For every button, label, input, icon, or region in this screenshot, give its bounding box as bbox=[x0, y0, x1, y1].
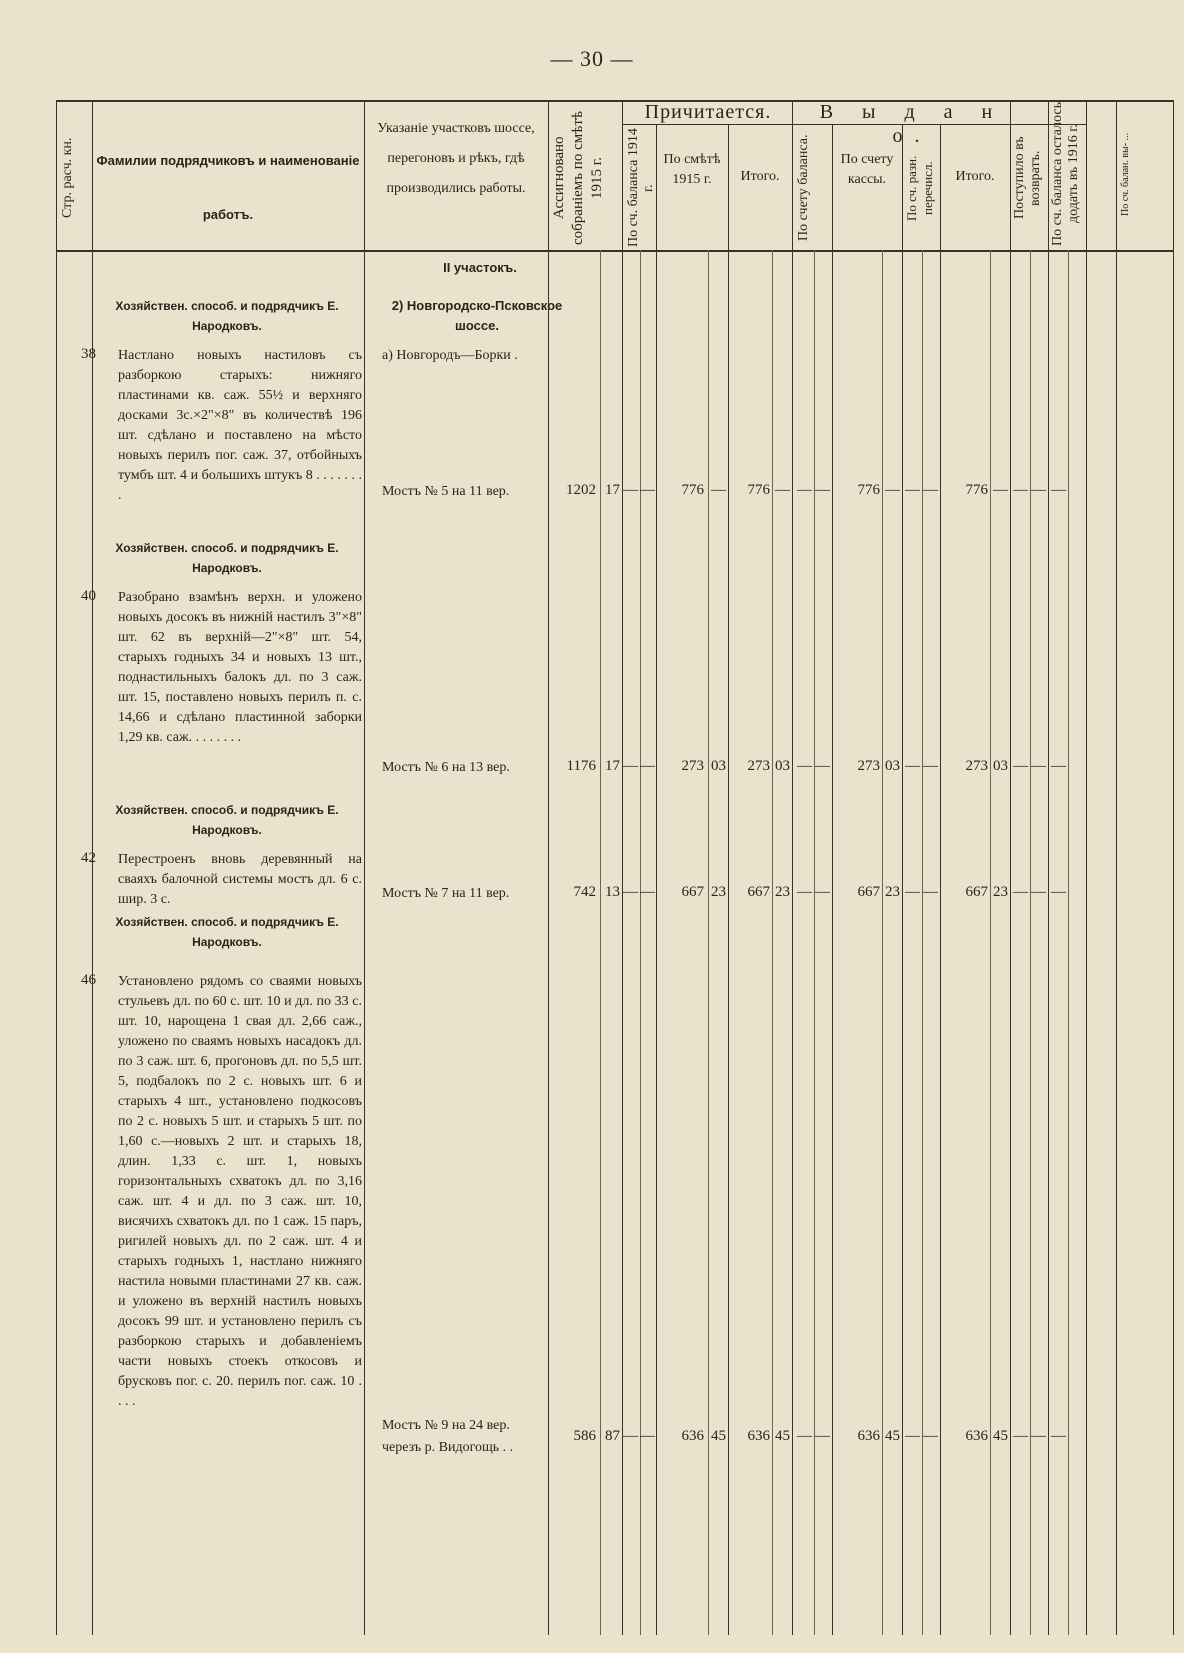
paid-balance-rubles: — bbox=[797, 884, 812, 900]
due-total-rubles: 776 bbox=[747, 482, 770, 498]
refund-rubles: — bbox=[1013, 758, 1028, 774]
paid-cash-kopecks: — bbox=[885, 482, 900, 498]
rule bbox=[656, 124, 657, 1635]
contractor-label: Хозяйствен. способ. и подрядчикъ Е. Народковъ. bbox=[115, 915, 339, 949]
due-estimate-rubles: 636 bbox=[681, 1428, 704, 1444]
paid-balance-kopecks: — bbox=[815, 482, 830, 498]
refund-rubles: — bbox=[1013, 884, 1028, 900]
due-balance-rubles: — bbox=[623, 884, 638, 900]
rule bbox=[1116, 100, 1117, 1635]
paid-transfers-kopecks: — bbox=[923, 884, 938, 900]
refund-kopecks: — bbox=[1031, 758, 1046, 774]
refund-kopecks: — bbox=[1031, 482, 1046, 498]
due-estimate-rubles: 273 bbox=[681, 758, 704, 774]
entry-description: Настлано новыхъ настиловъ съ разборкою старыхъ: нижняго пластинами кв. саж. 55½ и верхняго досками 3с.×2"×8" въ количествѣ 196 шт. сдѣлано и поставлено на мѣсто новыхъ перилъ пог. саж. 37, отбойныхъ тумбъ шт. 4 и большихъ штукъ 8 . . . . . . . . bbox=[118, 348, 362, 503]
assigned-kopecks: 17 bbox=[605, 482, 620, 498]
paid-transfers-rubles: — bbox=[905, 482, 920, 498]
paid-cash-rubles: 273 bbox=[857, 758, 880, 774]
contractor-label: Хозяйствен. способ. и подрядчикъ Е. Народковъ. bbox=[115, 803, 339, 837]
assigned-rubles: 1202 bbox=[566, 482, 596, 498]
rule bbox=[622, 100, 623, 1635]
district-title: II участокъ. bbox=[443, 260, 517, 275]
paid-balance-rubles: — bbox=[797, 482, 812, 498]
paid-total-rubles: 776 bbox=[965, 482, 988, 498]
paid-cash-kopecks: 45 bbox=[885, 1428, 900, 1444]
page-number: — 30 — bbox=[550, 46, 634, 71]
paid-total-rubles: 273 bbox=[965, 758, 988, 774]
paid-total-kopecks: 23 bbox=[993, 884, 1008, 900]
due-estimate-rubles: 776 bbox=[681, 482, 704, 498]
assigned-kopecks: 13 bbox=[605, 884, 620, 900]
assigned-kopecks: 87 bbox=[605, 1428, 620, 1444]
contractor-label: Хозяйствен. способ. и подрядчикъ Е. Народковъ. bbox=[115, 541, 339, 575]
header-due-group: Причитается. bbox=[644, 101, 772, 123]
refund-kopecks: — bbox=[1031, 884, 1046, 900]
contractor-label: Хозяйствен. способ. и подрядчикъ Е. Народковъ. bbox=[115, 299, 339, 333]
due-total-rubles: 273 bbox=[747, 758, 770, 774]
refund-rubles: — bbox=[1013, 482, 1028, 498]
header-paid-cash: По счету кассы. bbox=[840, 152, 894, 187]
paid-transfers-kopecks: — bbox=[923, 482, 938, 498]
paid-transfers-kopecks: — bbox=[923, 1428, 938, 1444]
rule bbox=[902, 124, 903, 1635]
entry-location: Мостъ № 5 на 11 вер. bbox=[382, 484, 510, 499]
paid-balance-kopecks: — bbox=[815, 1428, 830, 1444]
due-balance-kopecks: — bbox=[640, 482, 655, 498]
segment-title: а) Новгородъ—Борки . bbox=[382, 348, 518, 363]
rule bbox=[1010, 100, 1011, 1635]
due-estimate-rubles: 667 bbox=[681, 884, 704, 900]
rule bbox=[1173, 100, 1174, 1635]
entry-location: Мостъ № 9 на 24 вер. bbox=[382, 1418, 510, 1433]
ledger-table bbox=[56, 100, 1174, 1635]
remaining-rubles: — bbox=[1051, 482, 1066, 498]
header-paid-total: Итого. bbox=[955, 169, 995, 184]
due-estimate-kopecks: 03 bbox=[711, 758, 726, 774]
header-page-col: Стр. расч. кн. bbox=[60, 137, 75, 219]
due-balance-kopecks: — bbox=[640, 1428, 655, 1444]
header-section: Указаніе участковъ шоссе, перегоновъ и рѣкъ, гдѣ производились работы. bbox=[377, 121, 535, 196]
due-total-kopecks: 45 bbox=[775, 1428, 790, 1444]
paid-cash-rubles: 636 bbox=[857, 1428, 880, 1444]
remaining-rubles: — bbox=[1051, 884, 1066, 900]
paid-cash-rubles: 667 bbox=[857, 884, 880, 900]
paid-cash-kopecks: 23 bbox=[885, 884, 900, 900]
entry-number: 38 bbox=[81, 346, 96, 362]
due-total-kopecks: — bbox=[775, 482, 790, 498]
header-remaining-1916: По сч. баланса осталось додать въ 1916 г. bbox=[1050, 102, 1081, 246]
entry-location: Мостъ № 6 на 13 вер. bbox=[382, 760, 510, 775]
paid-transfers-rubles: — bbox=[905, 1428, 920, 1444]
header-paid-balance: По счету баланса. bbox=[796, 134, 811, 242]
entry-description: Перестроенъ вновь деревянный на сваяхъ балочной системы мостъ дл. 6 с. шир. 3 с. bbox=[118, 852, 362, 907]
paid-total-rubles: 636 bbox=[965, 1428, 988, 1444]
header-assigned: Ассигновано собраніемъ по смѣтѣ 1915 г. bbox=[551, 110, 605, 246]
rule bbox=[940, 124, 941, 1635]
rule bbox=[792, 100, 793, 1635]
rule bbox=[364, 100, 365, 1635]
rule bbox=[56, 100, 57, 1635]
remaining-rubles: — bbox=[1051, 1428, 1066, 1444]
rule bbox=[832, 124, 833, 1635]
header-due-total: Итого. bbox=[740, 169, 780, 184]
header-due-estimate: По смѣтѣ 1915 г. bbox=[663, 152, 721, 187]
header-paid-transfers: По сч. разн. перечисл. bbox=[904, 155, 935, 221]
entry-number: 42 bbox=[81, 850, 96, 866]
header-bottom-rule bbox=[56, 250, 1174, 252]
entry-number: 46 bbox=[81, 972, 96, 988]
paid-total-kopecks: — bbox=[993, 482, 1008, 498]
header-refund: Поступило въ возвратъ. bbox=[1012, 136, 1043, 220]
due-total-kopecks: 03 bbox=[775, 758, 790, 774]
road-title: 2) Новгородско-Псковское шоссе. bbox=[391, 298, 563, 333]
due-balance-kopecks: — bbox=[640, 758, 655, 774]
paid-total-kopecks: 03 bbox=[993, 758, 1008, 774]
entry-description: Установлено рядомъ со сваями новыхъ стульевъ дл. по 60 с. шт. 10 и дл. по 33 с. шт. 10, нарощена 1 свая дл. 2,66 саж., уложено по сваямъ новыхъ насадокъ дл. по 3 саж. шт. 6, прогоновъ дл. по 5,5 шт. 5, подбалокъ по 2 с. новыхъ шт. 6 и старыхъ 4 шт., установлено подкосовъ по 2 с. новыхъ 5 шт. и старыхъ 5 шт. по 1,60 с.—новыхъ 2 шт. и старыхъ 18, длин. 1,33 с. шт. 1, новыхъ горизонтальныхъ схватокъ дл. по 3,16 саж. шт. 4 и дл. по 3 саж. шт. 10, висячихъ схватокъ дл. по 1 саж. 15 паръ, ригилей новыхъ дл. по 2 саж. шт. 4 и старыхъ годныхъ 1, настлано нижняго настила новыми пластинами 27 кв. саж. и уложено въ верхній настилъ новыхъ досокъ 99 шт. и установлено перилъ съ разборкою старыхъ и добавленіемъ части новыхъ стоекъ откосовъ и брусковъ пог. с. 20. перилъ пог. саж. 10 . . . . bbox=[118, 974, 362, 1409]
rule bbox=[1068, 250, 1069, 1635]
header-paid-group: В ы д а н о. bbox=[819, 101, 1005, 147]
header-last-col: По сч. балан. вы- ... bbox=[1120, 132, 1131, 216]
due-balance-rubles: — bbox=[623, 758, 638, 774]
paid-cash-kopecks: 03 bbox=[885, 758, 900, 774]
refund-kopecks: — bbox=[1031, 1428, 1046, 1444]
paid-total-rubles: 667 bbox=[965, 884, 988, 900]
due-estimate-kopecks: 23 bbox=[711, 884, 726, 900]
paid-total-kopecks: 45 bbox=[993, 1428, 1008, 1444]
paid-transfers-rubles: — bbox=[905, 758, 920, 774]
remaining-rubles: — bbox=[1051, 758, 1066, 774]
rule bbox=[1048, 100, 1049, 1635]
paid-balance-kopecks: — bbox=[815, 884, 830, 900]
due-total-rubles: 667 bbox=[747, 884, 770, 900]
paid-transfers-rubles: — bbox=[905, 884, 920, 900]
due-total-kopecks: 23 bbox=[775, 884, 790, 900]
due-balance-kopecks: — bbox=[640, 884, 655, 900]
due-total-rubles: 636 bbox=[747, 1428, 770, 1444]
refund-rubles: — bbox=[1013, 1428, 1028, 1444]
due-balance-rubles: — bbox=[623, 482, 638, 498]
paid-balance-rubles: — bbox=[797, 758, 812, 774]
entry-description: Разобрано взамѣнъ верхн. и уложено новыхъ досокъ въ нижній настилъ 3"×8" шт. 62 въ верхній—2"×8" шт. 54, старыхъ годныхъ 34 и новыхъ 13 шт., поднастильныхъ балокъ дл. по 3 саж. шт. 15, поставлено новыхъ перилъ п. с. 14,66 и сдѣлано пластинной заборки 1,29 кв. саж. . . . . . . . bbox=[118, 590, 362, 745]
assigned-rubles: 742 bbox=[573, 884, 596, 900]
assigned-rubles: 586 bbox=[573, 1428, 596, 1444]
due-estimate-kopecks: 45 bbox=[711, 1428, 726, 1444]
entry-location: Мостъ № 7 на 11 вер. bbox=[382, 886, 510, 901]
entry-location-line2: черезъ р. Видогощь . . bbox=[382, 1440, 514, 1455]
paid-balance-kopecks: — bbox=[815, 758, 830, 774]
header-due-balance: По сч. баланса 1914 г. bbox=[626, 128, 656, 248]
due-estimate-kopecks: — bbox=[711, 482, 726, 498]
assigned-kopecks: 17 bbox=[605, 758, 620, 774]
assigned-rubles: 1176 bbox=[566, 758, 596, 774]
rule bbox=[1086, 100, 1087, 1635]
due-balance-rubles: — bbox=[623, 1428, 638, 1444]
paid-cash-rubles: 776 bbox=[857, 482, 880, 498]
header-contractors: Фамилии подрядчиковъ и наименованіе работъ. bbox=[96, 153, 360, 222]
paid-transfers-kopecks: — bbox=[923, 758, 938, 774]
rule bbox=[728, 124, 729, 1635]
paid-balance-rubles: — bbox=[797, 1428, 812, 1444]
entry-number: 40 bbox=[81, 588, 96, 604]
